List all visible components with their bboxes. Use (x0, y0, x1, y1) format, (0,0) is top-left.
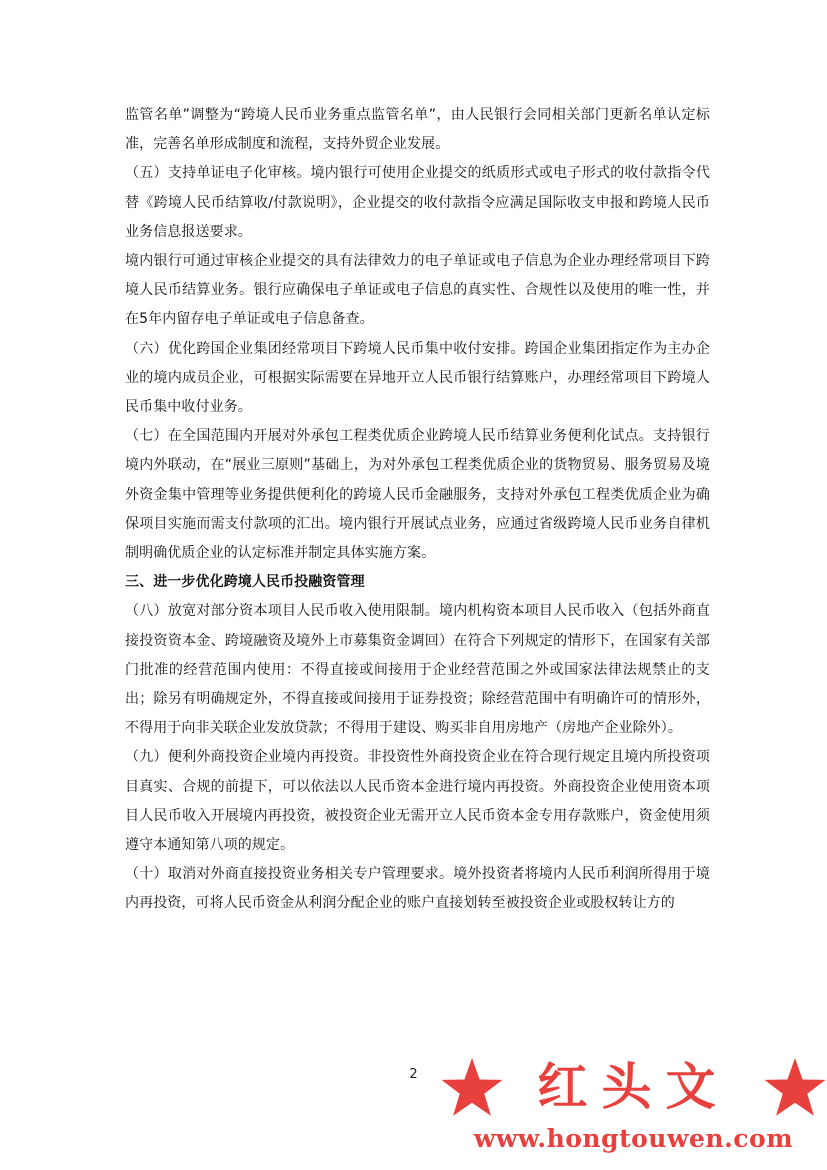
watermark-url: www.hongtouwen.com (473, 1124, 794, 1153)
paragraph-3: 境内银行可通过审核企业提交的具有法律效力的电子单证或电子信息为企业办理经常项目下跨境人民币结算业务。银行应确保电子单证或电子信息的真实性、合规性以及使用的唯一性，并在5年内留存电子单证或电子信息备查。 (125, 253, 710, 328)
paragraph-2: （五）支持单证电子化审核。境内银行可使用企业提交的纸质形式或电子形式的收付款指令代替《跨境人民币结算收/付款说明》，企业提交的收付款指令应满足国际收支申报和跨境人民币业务信息报送要求。 (125, 165, 710, 240)
paragraph-4: （六）优化跨国企业集团经常项目下跨境人民币集中收付安排。跨国企业集团指定作为主办企业的境内成员企业，可根据实际需要在异地开立人民币银行结算账户，办理经常项目下跨境人民币集中收付业务。 (125, 340, 710, 416)
section-heading: 三、进一步优化跨境人民币投融资管理 (125, 574, 365, 591)
watermark (440, 1052, 827, 1170)
paragraph-7: （八）放宽对部分资本项目人民币收入使用限制。境内机构资本项目人民币收入（包括外商直接投资资本金、跨境融资及境外上市募集资金调回）在符合下列规定的情形下，在国家有关部门批准的经营范围内使用：不得直接或间接用于企业经营范围之外或国家法律法规禁止的支出；除另有明确规定外，不得直接或间接用于证券投资；除经营范围中有明确许可的情形外，不得用于向非关联企业发放贷款；不得用于建设、购买非自用房地产（房地产企业除外）。 (125, 603, 710, 737)
document-body (125, 101, 710, 919)
paragraph-5: （七）在全国范围内开展对外承包工程类优质企业跨境人民币结算业务便利化试点。支持银行境内外联动，在“展业三原则”基础上，为对外承包工程类优质企业的货物贸易、服务贸易及境外资金集中管理等业务提供便利化的跨境人民币金融服务，支持对外承包工程类优质企业为确保项目实施而需支付款项的汇出。境内银行开展试点业务，应通过省级跨境人民币业务自律机制明确优质企业的认定标准并制定具体实施方案。 (125, 428, 710, 562)
page-number: 2 (409, 1067, 418, 1082)
star-icon (440, 1056, 504, 1118)
paragraph-9: （十）取消对外商直接投资业务相关专户管理要求。境外投资者将境内人民币利润所得用于境内再投资，可将人民币资金从利润分配企业的账户直接划转至被投资企业或股权转让方的 (125, 866, 710, 912)
watermark-title: 红头文 (537, 1057, 730, 1116)
paragraph-8: （九）便利外商投资企业境内再投资。非投资性外商投资企业在符合现行规定且境内所投资项目真实、合规的前提下，可以依法以人民币资本金进行境内再投资。外商投资企业使用资本项目人民币收入开展境内再投资，被投资企业无需开立人民币资本金专用存款账户，资金使用须遵守本通知第八项的规定。 (125, 749, 710, 854)
star-icon (763, 1056, 827, 1118)
paragraph-1: 监管名单”调整为“跨境人民币业务重点监管名单”，由人民银行会同相关部门更新名单认定标准，完善名单形成制度和流程，支持外贸企业发展。 (125, 107, 710, 153)
